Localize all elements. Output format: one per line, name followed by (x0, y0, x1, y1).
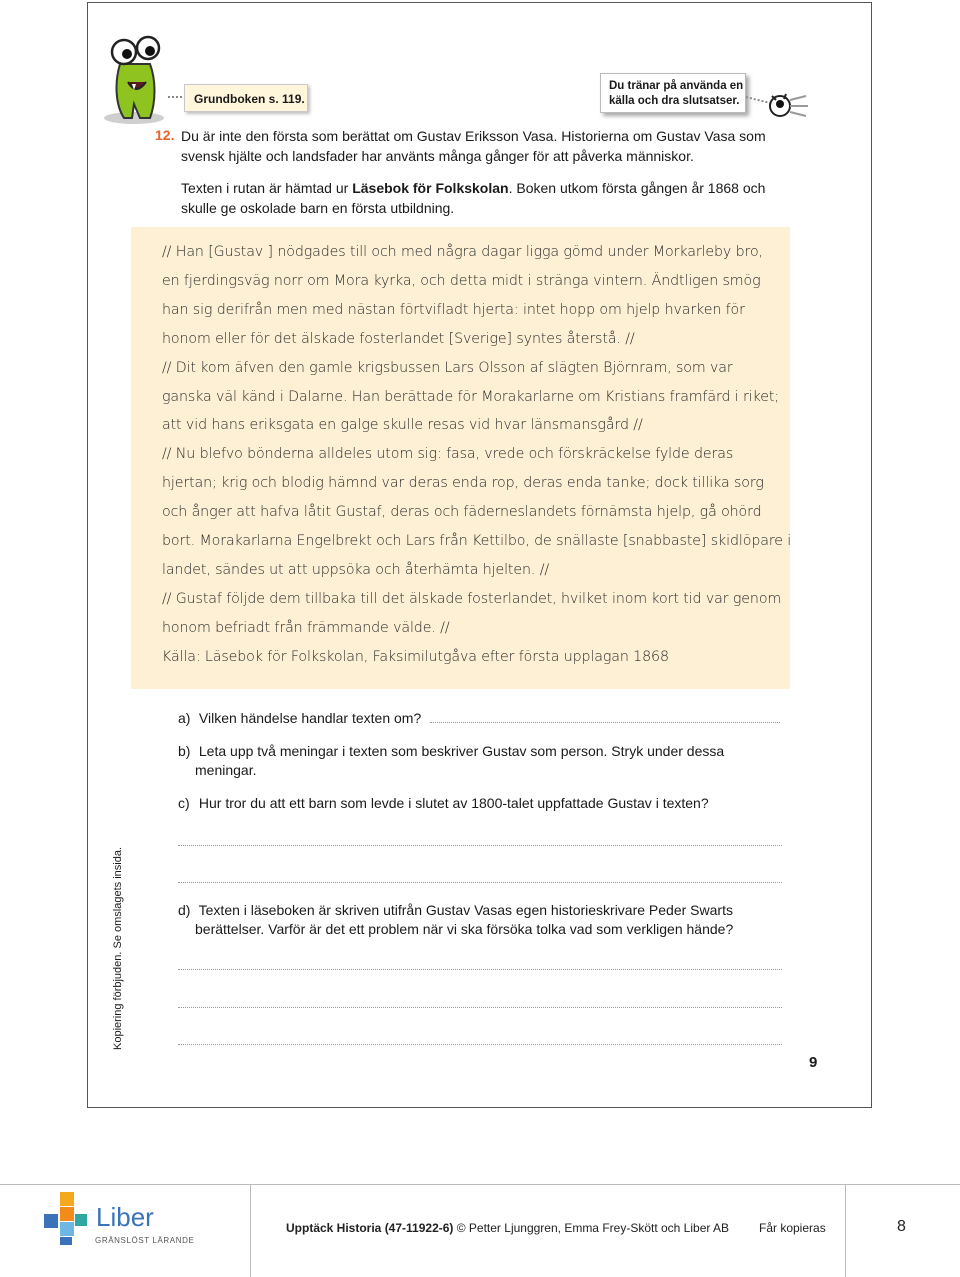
source-line: // Nu blefvo bönderna alldeles utom sig: fasa, vrede och förskräckelse fylde deras (162, 446, 734, 463)
intro-line: svensk hjälte och landsfader har använts många gånger för att påverka människor. (181, 148, 694, 164)
source-line: honom befriadt från främmande välde. // (162, 619, 450, 636)
source-line: // Dit kom äfven den gamle krigsbussen Lars Olsson af slägten Björnram, som var (162, 359, 733, 376)
task-intro (181, 126, 801, 218)
copyright-side-note: Kopiering förbjuden. Se omslagets insida. (112, 846, 124, 1050)
answer-line-d1[interactable] (178, 969, 782, 970)
question-a: a) Vilken händelse handlar texten om? (178, 710, 422, 726)
source-line: bort. Morakarlarna Engelbrekt och Lars från Kettilbo, de snällaste [snabbaste] skidlöpare i (162, 533, 792, 550)
source-line: landet, sändes ut att uppsöka och återhämta hjelten. // (162, 561, 550, 578)
source-line: // Gustaf följde dem tillbaka till det älskade fosterlandet, hvilket inom kort tid var genom (162, 590, 782, 607)
footer-credit: Upptäck Historia (47-11922-6) © Petter Ljunggren, Emma Frey-Skött och Liber AB (286, 1221, 730, 1235)
source-line: ganska väl känd i Dalarne. Han berättade för Morakarlarne om Kristians framfärd i riket; (162, 388, 780, 405)
page-number: 9 (809, 1054, 818, 1071)
goal-line-2: källa och dra slutsatser. (609, 95, 740, 107)
question-d: d) Texten i läseboken är skriven utifrån Gustav Vasas egen historieskrivare Peder Swarts berättelser. Varför är det ett problem när vi ska försöka tolka vad som verkligen hände? (178, 902, 734, 937)
source-text (162, 238, 792, 672)
source-line: han sig derifrån men med nästan förtvifladt hjerta: intet hopp om hjelp hvarken för (162, 301, 745, 318)
goal-line-1: Du tränar på använda en (609, 80, 744, 92)
footer-rule (0, 1184, 960, 1185)
answer-line-d2[interactable] (178, 1007, 782, 1008)
source-line: hjertan; krig och blodig hämnd var deras enda rop, deras enda tanke; dock tillika sorg (162, 475, 764, 492)
book-title: Läsebok för Folkskolan (352, 180, 509, 196)
intro-line: skulle ge oskolade barn en första utbildning. (181, 200, 455, 216)
reference-box: Grundboken s. 119. (184, 84, 308, 112)
question-b: b) Leta upp två meningar i texten som beskriver Gustav som person. Stryk under dessa meningar. (178, 743, 725, 778)
intro-line: Du är inte den första som berättat om Gustav Eriksson Vasa. Historierna om Gustav Vasa som (181, 128, 766, 144)
answer-line-d3[interactable] (178, 1044, 782, 1045)
footer-copy-note: Får kopieras (759, 1221, 826, 1235)
brand-name: Liber (96, 1202, 154, 1232)
source-line: att vid hans eriksgata en galge skulle resas vid hvar länsmansgård // (162, 417, 643, 434)
source-line: och ånger att hafva låtit Gustaf, deras och fäderneslandets förnämsta hjelp, gå ohörd (162, 504, 762, 521)
answer-line-a[interactable] (430, 722, 780, 723)
source-citation: Källa: Läsebok för Folkskolan, Faksimilutgåva efter första upplagan 1868 (162, 648, 669, 665)
footer-divider (845, 1184, 846, 1277)
task-number: 12. (155, 127, 175, 143)
goal-box (600, 73, 746, 113)
footer-divider (250, 1184, 251, 1277)
bug-mascot-icon (766, 92, 810, 120)
source-line: en fjerdingsväg norr om Mora kyrka, och detta midt i stränga vintern. Ändtligen smög (162, 272, 761, 289)
source-line: honom eller för det älskade fosterlandet [Sverige] syntes återstå. // (162, 330, 635, 347)
footer-page-number: 8 (897, 1218, 906, 1235)
answer-line-c1[interactable] (178, 845, 782, 846)
answer-line-c2[interactable] (178, 882, 782, 883)
brand-tagline: GRÄNSLÖST LÄRANDE (95, 1236, 195, 1245)
intro-line: Texten i rutan är hämtad ur Läsebok för Folkskolan. Boken utkom första gången år 1868 och (181, 180, 766, 196)
question-c: c) Hur tror du att ett barn som levde i slutet av 1800-talet uppfattade Gustav i texten? (178, 795, 709, 811)
source-line: // Han [Gustav ] nödgades till och med några dagar ligga gömd under Morkarleby bro, (162, 244, 763, 260)
mascot-icon (98, 34, 178, 126)
